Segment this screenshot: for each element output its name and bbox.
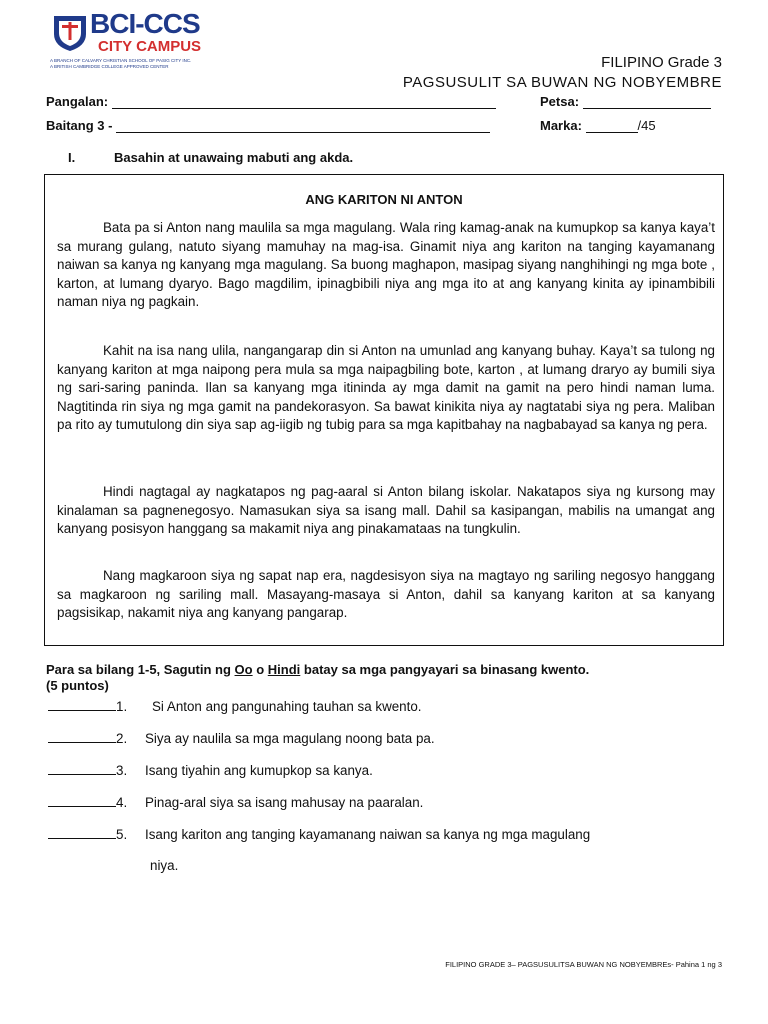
question-text: Isang kariton ang tanging kayamanang naiwan sa kanya ng mga magulang <box>145 827 591 842</box>
grade-field <box>46 118 490 133</box>
question-item <box>48 698 422 714</box>
name-field <box>46 94 496 109</box>
instruction-number: I. <box>68 150 76 165</box>
question-item <box>48 730 435 746</box>
logo-title: BCI-CCS <box>90 8 200 39</box>
questions-heading-post: batay sa mga pangyayari sa binasang kwento. <box>300 662 590 677</box>
story-paragraph-3: Hindi nagtagal ay nagkatapos ng pag-aaral si Anton bilang iskolar. Nakatapos siya ng kursong may kinalaman sa pagnenegosyo. Namasukan siya sa isang mall. Dahil sa kasipangan, mabilis na umangat ang kanyang posisyon hanggang sa makamit niya ang pinakamataas na tungkulin. <box>57 484 715 537</box>
answer-hindi: Hindi <box>267 662 301 677</box>
date-label: Petsa: <box>540 94 580 109</box>
date-line[interactable] <box>583 96 711 109</box>
date-field <box>540 94 711 109</box>
page-footer: FILIPINO GRADE 3– PAGSUSULITSA BUWAN NG NOBYEMBREs- Pahina 1 ng 3 <box>445 960 722 969</box>
story-paragraph-4: Nang magkaroon siya ng sapat nap era, nagdesisyon siya na magtayo ng sariling negosyo hanggang sa magkaroon ng sariling mall. Masayang-masaya si Anton, dahil sa kanyang kariton at sa kanyang pagsisikap, nakamit niya ang kanyang pangarap. <box>57 568 715 621</box>
story-box <box>44 174 724 646</box>
name-line[interactable] <box>112 96 496 109</box>
logo-subtitle: CITY CAMPUS <box>98 38 202 55</box>
answer-blank[interactable] <box>48 794 116 807</box>
question-text: Si Anton ang pangunahing tauhan sa kwento. <box>152 699 422 714</box>
question-number: 4. <box>116 795 128 810</box>
question-text: Siya ay naulila sa mga magulang noong bata pa. <box>145 731 435 746</box>
score-label: Marka: <box>540 118 582 133</box>
question-item <box>48 762 373 778</box>
name-label: Pangalan: <box>46 94 109 109</box>
answer-blank[interactable] <box>48 698 116 711</box>
questions-heading <box>46 662 589 694</box>
question-number: 2. <box>116 731 128 746</box>
logo-tagline: A BRANCH OF CALVARY CHRISTIAN SCHOOL OF PASIG CITY INC. <box>50 58 192 63</box>
score-total: /45 <box>637 118 656 133</box>
story-paragraph-1: Bata pa si Anton nang maulila sa mga magulang. Wala ring kamag-anak na kumupkop sa kanya kaya’t sa murang gulang, natuto siyang mamuhay na mag-isa. Ginamit niya ang kariton na tanging kayamanang naiwan sa kanya ng kanyang mga magulang. Sa buong maghapon, masipag siyang nanghihingi ng mga bote , karton, at lumang dyaryo. Bago magdilim, ipinagbibili niya ang mga ito at ang kanyang kinita ay ipinambibili naman niya ng pagkain. <box>57 220 715 310</box>
instruction <box>68 150 353 165</box>
questions-points: (5 puntos) <box>46 678 109 693</box>
question-number: 5. <box>116 827 128 842</box>
answer-blank[interactable] <box>48 826 116 839</box>
question-number: 3. <box>116 763 128 778</box>
score-line[interactable] <box>586 120 638 133</box>
answer-blank[interactable] <box>48 762 116 775</box>
question-number: 1. <box>116 699 128 714</box>
question-item <box>48 794 423 810</box>
instruction-text: Basahin at unawaing mabuti ang akda. <box>114 150 354 165</box>
score-field <box>540 118 656 133</box>
story-paragraph-2: Kahit na isa nang ulila, nangangarap din si Anton na umunlad ang kanyang buhay. Kaya’t sa tulong ng kanyang kariton at mga naipong pera mula sa mga naipagbiling bote, karton , at lumang draryo ay bumili siya ng sari-saring paninda. Ilan sa kanyang mga itininda ay mga damit na gamit na pero hindi naman luma. Nagtitinda rin siya ng mga gamit na pandekorasyon. Sa bawat kinikita niya ay nagtatabi siya ng pera. Maliban pa rito ay tumutulong din siya sap ag-iigib ng tubig para sa mga kapitbahay na nagbabayad sa kanya ng pera. <box>57 343 715 433</box>
subject-title: FILIPINO Grade 3 <box>601 54 722 71</box>
grade-label: Baitang 3 - <box>46 118 113 133</box>
logo-tagline-2: A BRITISH CAMBRIDGE COLLEGE APPROVED CENTER <box>50 64 169 69</box>
answer-oo: Oo <box>234 662 253 677</box>
school-crest-icon <box>50 12 90 52</box>
answer-blank[interactable] <box>48 730 116 743</box>
question-item <box>48 826 590 842</box>
question-text: Pinag-aral siya sa isang mahusay na paaralan. <box>145 795 424 810</box>
grade-line[interactable] <box>116 120 490 133</box>
exam-title: PAGSUSULIT SA BUWAN NG NOBYEMBRE <box>402 74 722 91</box>
questions-heading-mid: o <box>252 662 268 677</box>
school-logo <box>50 10 210 72</box>
questions-heading-pre: Para sa bilang 1-5, Sagutin ng <box>46 662 235 677</box>
question-text: Isang tiyahin ang kumupkop sa kanya. <box>145 763 373 778</box>
story-title: ANG KARITON NI ANTON <box>305 192 463 207</box>
question-text-continued: niya. <box>150 858 179 873</box>
